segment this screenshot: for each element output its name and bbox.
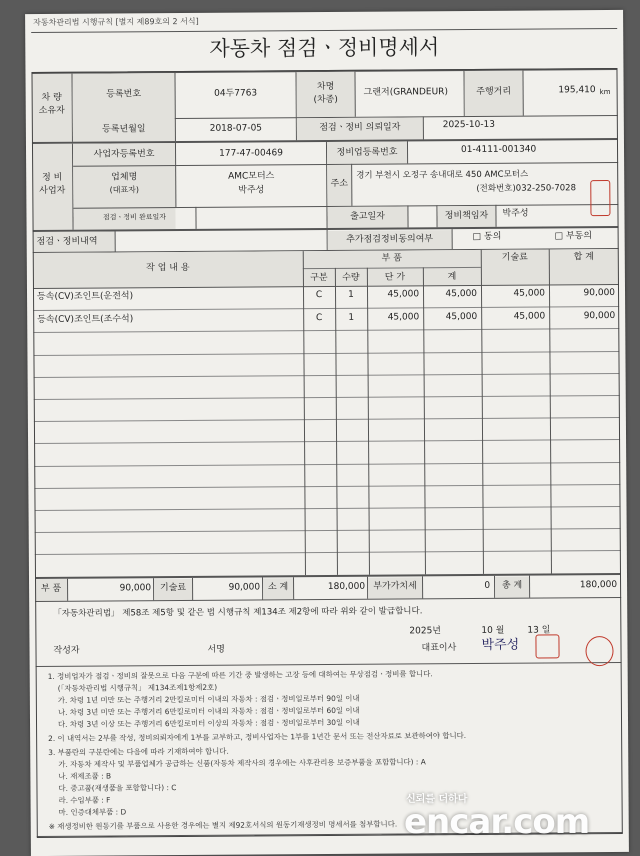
col-work-header: 작 업 내 용 xyxy=(146,262,190,274)
parts-total-value: 90,000 xyxy=(119,583,152,594)
issue-day: 13 일 xyxy=(527,625,551,636)
biz-no-label: 사업자등록번호 xyxy=(93,149,155,160)
vat-label: 부가가치세 xyxy=(373,581,417,592)
row-sum: 45,000 xyxy=(445,311,478,323)
subtotal-value: 180,000 xyxy=(327,581,366,592)
sign-label: 서명 xyxy=(207,644,225,655)
model-label-1: 차명 xyxy=(316,81,335,93)
shop-section-label-2: 사업자 xyxy=(39,185,66,197)
seal-stamp-icon xyxy=(585,636,613,666)
note-line: 나. 차령 3년 미만 또는 주행거리 6만킬로미터 이내의 자동차 : 점검ㆍ정비일로부터 60일 이내 xyxy=(57,705,360,717)
note-line: 라. 수입부품 : F xyxy=(58,795,111,805)
row-qty: 1 xyxy=(348,289,354,300)
manager-value: 박주성 xyxy=(502,208,529,219)
col-labor-header: 기술료 xyxy=(501,252,528,263)
reg-no-label: 등록번호 xyxy=(106,89,142,100)
row-type: C xyxy=(316,313,323,324)
finish-date-label: 점검ㆍ정비 완료일자 xyxy=(102,213,167,222)
shop-reg-value: 01-4111-001340 xyxy=(460,144,537,156)
rep-label: 대표이사 xyxy=(421,643,457,654)
history-label: 점검ㆍ정비내역 xyxy=(36,236,98,248)
col-total-header: 합 계 xyxy=(573,252,594,263)
reg-no-value: 04두7763 xyxy=(214,88,258,99)
extra-consent-label: 추가점검정비동의여부 xyxy=(346,234,434,245)
issue-year: 2025년 xyxy=(409,626,442,637)
inspection-document xyxy=(25,10,629,856)
shop-name-value: AMC모터스 xyxy=(228,171,275,182)
reg-date-label: 등록년월일 xyxy=(102,124,146,135)
document-title: 자동차 점검ㆍ정비명세서 xyxy=(209,35,440,61)
note-line: 2. 이 내역서는 2부를 작성, 정비의뢰자에게 1부를 교부하고, 정비사업자는 1부를 1년간 문서 또는 전산자료로 보관하여야 합니다. xyxy=(48,731,467,743)
note-line: 가. 차령 1년 미만 또는 주행거리 2만킬로미터 이내의 자동차 : 점검ㆍ정비일로부터 90일 이내 xyxy=(57,693,360,705)
reg-date-value: 2018-07-05 xyxy=(209,123,263,134)
col-unit-header: 단 가 xyxy=(384,272,406,283)
model-label-2: (차종) xyxy=(313,94,338,106)
col-sum-header: 계 xyxy=(447,272,457,283)
certify-text: 「자동차관리법」 제58조 제5항 및 같은 법 시행규칙 제134조 제2항에 따라 위와 같이 발급합니다. xyxy=(53,606,423,619)
note-line: ※ 재생정비한 원동기를 부품으로 사용한 경우에는 별지 제92호서식의 원동기재생정비 명세서를 첨부합니다. xyxy=(48,819,398,831)
request-date-value: 2025-10-13 xyxy=(442,119,496,131)
row-unit: 45,000 xyxy=(387,312,420,323)
note-line: 나. 재제조품 : B xyxy=(58,771,112,781)
note-line: 다. 중고품(재생품을 포함합니다) : C xyxy=(58,783,177,793)
watermark-logo: encar.com xyxy=(404,802,590,842)
watermark-tagline: 신뢰를 더하다 xyxy=(406,794,468,805)
writer-label: 작성자 xyxy=(53,645,80,656)
address-value: 경기 부천시 오정구 송내대로 450 AMC모터스 xyxy=(356,169,529,181)
form-reference: 자동차관리법 시행규칙 [별지 제89호의 2 서식] xyxy=(33,16,199,28)
labor-total-value: 90,000 xyxy=(228,582,261,593)
parts-total-label: 부 품 xyxy=(40,583,62,595)
row-desc: 등속(CV)조인트(운전석) xyxy=(37,291,134,303)
shop-section-label-1: 정 비 xyxy=(42,172,63,183)
disagree-checkbox[interactable]: □ 부동의 xyxy=(554,231,593,242)
note-line: 다. 차령 3년 이상 또는 주행거리 6만킬로미터 이상의 자동차 : 점검ㆍ정비일로부터 30일 이내 xyxy=(57,717,360,729)
col-type-header: 구분 xyxy=(310,272,328,284)
shop-owner-value: 박주성 xyxy=(238,185,265,196)
subtotal-label: 소 계 xyxy=(267,582,289,593)
shop-reg-label: 정비업등록번호 xyxy=(336,147,398,158)
grand-total-label: 총 계 xyxy=(501,580,523,591)
model-value: 그랜저(GRANDEUR) xyxy=(363,87,448,98)
row-total: 90,000 xyxy=(583,310,616,322)
address-label: 주소 xyxy=(330,178,348,189)
mileage-label: 주행거리 xyxy=(476,86,512,97)
note-line: 마. 인증대체부품 : D xyxy=(58,807,127,817)
note-line: 1. 정비업자가 점검ㆍ정비의 잘못으로 다음 구분에 따른 기간 중 발생하는 고장 등에 대하여는 무상점검ㆍ정비를 합니다. xyxy=(47,669,433,681)
release-date-label: 출고일자 xyxy=(350,211,385,222)
row-unit: 45,000 xyxy=(387,289,420,300)
owner-section-label-1: 차 량 xyxy=(41,92,62,103)
row-labor: 45,000 xyxy=(513,311,546,322)
col-parts-header: 부 품 xyxy=(381,253,402,264)
row-qty: 1 xyxy=(348,312,355,323)
mileage-unit: km xyxy=(599,88,611,97)
note-line: 가. 자동차 제작사 및 부품업체가 공급하는 신품(자동차 제작사의 경우에는 사후관리용 보증부품을 포함합니다) : A xyxy=(58,757,426,769)
shop-name-label-1: 업체명 xyxy=(111,172,138,183)
agree-checkbox[interactable]: □ 동의 xyxy=(472,231,502,242)
mileage-value: 195,410 xyxy=(558,85,596,96)
rep-signature: 박주성 xyxy=(481,637,520,653)
note-line: 3. 부품란의 구분란에는 다음에 따라 기재하여야 합니다. xyxy=(48,746,229,757)
shop-name-label-2: (대표자) xyxy=(109,185,140,195)
biz-no-value: 177-47-00469 xyxy=(219,148,283,159)
seal-stamp-icon xyxy=(590,180,610,216)
issue-month: 10 월 xyxy=(481,625,505,636)
request-date-label: 점검ㆍ정비 의뢰일자 xyxy=(319,122,401,134)
vat-value: 0 xyxy=(484,580,491,591)
labor-total-label: 기술료 xyxy=(159,582,187,594)
row-type: C xyxy=(315,290,323,301)
col-qty-header: 수량 xyxy=(342,272,360,283)
manager-label: 정비책임자 xyxy=(444,210,489,222)
note-line: (「자동차관리법 시행규칙」 제134조제1항제2호) xyxy=(57,682,218,693)
row-desc: 등속(CV)조인트(조수석) xyxy=(37,314,134,326)
row-sum: 45,000 xyxy=(445,288,478,300)
grand-total-value: 180,000 xyxy=(579,579,618,591)
row-labor: 45,000 xyxy=(513,288,546,299)
owner-section-label-2: 소유자 xyxy=(38,105,65,117)
phone-value: (전화번호)032-250-7028 xyxy=(476,183,577,194)
row-total: 90,000 xyxy=(583,287,616,299)
